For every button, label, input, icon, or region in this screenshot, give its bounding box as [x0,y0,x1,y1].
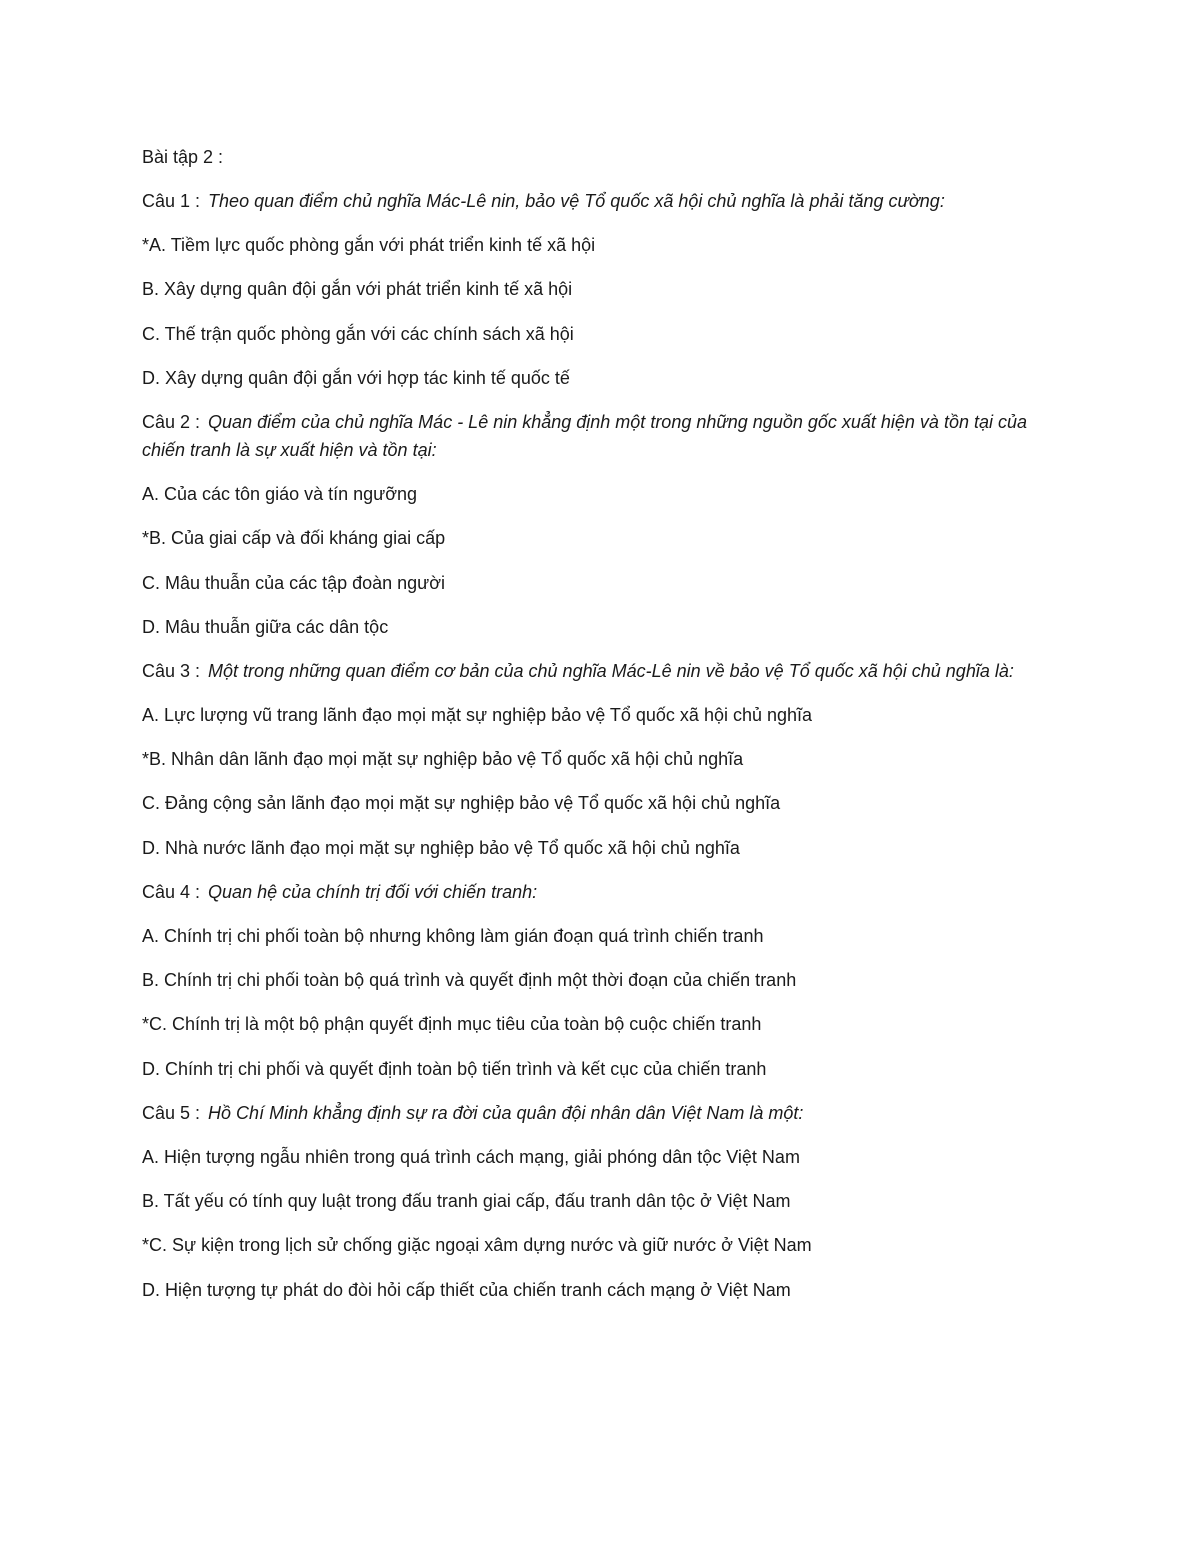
answer-option: C. Thế trận quốc phòng gắn với các chính sách xã hội [142,323,574,344]
question-text: Quan hệ của chính trị đối với chiến tranh: [208,881,538,902]
answer-option: D. Hiện tượng tự phát do đòi hỏi cấp thiết của chiến tranh cách mạng ở Việt Nam [142,1279,791,1300]
question-label: Câu 2 : [142,411,201,432]
question-text: Hồ Chí Minh khẳng định sự ra đời của quân đội nhân dân Việt Nam là một: [208,1102,804,1123]
question-label: Câu 5 : [142,1102,201,1123]
question-label: Câu 1 : [142,191,201,211]
answer-option: D. Chính trị chi phối và quyết định toàn bộ tiến trình và kết cục của chiến tranh [142,1058,767,1079]
answer-option: *C. Chính trị là một bộ phận quyết định mục tiêu của toàn bộ cuộc chiến tranh [142,1014,762,1035]
answer-option: D. Xây dựng quân đội gắn với hợp tác kinh tế quốc tế [142,367,570,388]
answer-option: B. Chính trị chi phối toàn bộ quá trình và quyết định một thời đoạn của chiến tranh [142,970,797,991]
answer-option: A. Của các tôn giáo và tín ngưỡng [142,484,418,505]
question-5 [142,1099,1052,1127]
question-1 [142,187,1052,215]
answer-option: *B. Nhân dân lãnh đạo mọi mặt sự nghiệp bảo vệ Tổ quốc xã hội chủ nghĩa [142,749,744,770]
answer-option: A. Chính trị chi phối toàn bộ nhưng không làm gián đoạn quá trình chiến tranh [142,926,764,946]
answer-option: D. Nhà nước lãnh đạo mọi mặt sự nghiệp bảo vệ Tổ quốc xã hội chủ nghĩa [142,837,740,858]
question-4 [142,878,1052,906]
answer-option: C. Mâu thuẫn của các tập đoàn người [142,572,446,593]
question-text: Quan điểm của chủ nghĩa Mác - Lê nin khẳng định một trong những nguồn gốc xuất hiện và tồn tại của chiến tranh là sự xuất hiện và tồn tại: [142,411,1027,460]
answer-option: B. Xây dựng quân đội gắn với phát triển kinh tế xã hội [142,279,573,300]
answer-option: D. Mâu thuẫn giữa các dân tộc [142,616,389,637]
document-content [142,143,1052,1320]
document-title: Bài tập 2 : [142,147,224,167]
answer-option: *C. Sự kiện trong lịch sử chống giặc ngoại xâm dựng nước và giữ nước ở Việt Nam [142,1235,812,1256]
question-label: Câu 3 : [142,660,201,681]
answer-option: *A. Tiềm lực quốc phòng gắn với phát triển kinh tế xã hội [142,235,596,256]
question-2 [142,408,1052,464]
question-text: Một trong những quan điểm cơ bản của chủ nghĩa Mác-Lê nin về bảo vệ Tổ quốc xã hội chủ nghĩa là: [208,660,1014,681]
question-3 [142,657,1052,685]
answer-option: *B. Của giai cấp và đối kháng giai cấp [142,528,446,549]
answer-option: C. Đảng cộng sản lãnh đạo mọi mặt sự nghiệp bảo vệ Tổ quốc xã hội chủ nghĩa [142,793,781,814]
question-text: Theo quan điểm chủ nghĩa Mác-Lê nin, bảo vệ Tổ quốc xã hội chủ nghĩa là phải tăng cường: [208,191,945,211]
answer-option: A. Lực lượng vũ trang lãnh đạo mọi mặt sự nghiệp bảo vệ Tổ quốc xã hội chủ nghĩa [142,705,813,726]
answer-option: B. Tất yếu có tính quy luật trong đấu tranh giai cấp, đấu tranh dân tộc ở Việt Nam [142,1191,791,1212]
answer-option: A. Hiện tượng ngẫu nhiên trong quá trình cách mạng, giải phóng dân tộc Việt Nam [142,1146,800,1167]
question-label: Câu 4 : [142,881,201,902]
